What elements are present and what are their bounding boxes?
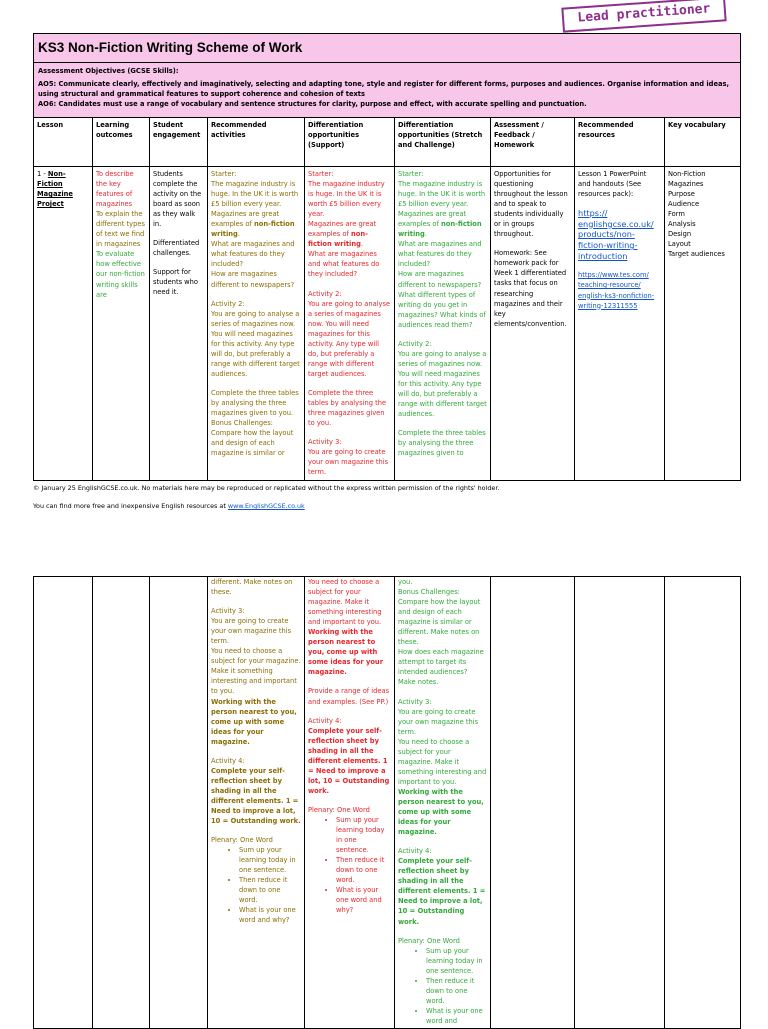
lesson-row-continued [34,577,741,1029]
activities-cell [208,167,305,481]
stretch-bonus-text: Compare how the layout and design of each magazine is similar or different. Make notes on these. [398,598,481,647]
list-item: • Then reduce it down to one word. [426,976,487,1006]
outcomes-cell-continued [93,577,150,1029]
support-a4: Complete your self-reflection sheet by shading in all the different elements. 1 = Need to improve a lot, 10 = Outstanding work. [308,726,390,795]
activities-bonus-text: Compare how the layout and design of each magazine is similar or [211,429,294,458]
activities-a3c: Working with the person nearest to you, come up with some ideas for your magazine. [211,697,297,746]
list-item: • Then reduce it down to one word. [336,855,391,885]
support-a4-heading: Activity 4: [308,716,342,725]
support-a2: You are going to analyse a series of magazines now. You will need magazines for this activity. Any type will do, but preferably a range with different target audiences. [308,299,391,378]
assessment-cell [491,167,575,481]
engagement-1: Students complete the activity on the board as soon as they walk in. [153,170,202,229]
vocab-item: Analysis [668,220,696,229]
outcome-evaluate: To evaluate how effective our non-fiction writing skills are [96,250,145,299]
vocab-item: Design [668,230,692,239]
engagement-2: Differentiated challenges. [153,239,200,258]
resources-cell [575,167,665,481]
activities-plenary: Plenary: One Word [211,836,273,845]
list-item: • Sum up your learning today in one sentence. [336,815,391,855]
vocab-item: Purpose [668,190,695,199]
support-starter: Starter: [308,170,334,178]
resources-cell-continued [575,577,665,1029]
stretch-a2b-cont: you. [398,578,413,586]
stretch-a2: You are going to analyse a series of magazines now. You will need magazines for this activity. Any type will do, but preferably a range with different target audiences. [398,349,487,419]
footer-more [33,502,743,510]
vocab-item: Magazines [668,180,704,189]
activities-a3: You are going to create your own magazine this term. [211,617,292,646]
support-s2: Magazines are great examples of non-fiction writing. [308,220,377,249]
activities-cell-continued [208,577,305,1029]
list-item: • Then reduce it down to one word. [239,875,301,905]
vocab-item: Non-Fiction [668,170,706,178]
activities-bonus: Bonus Challenges: [211,419,273,428]
engagement-3: Support for students who need it. [153,268,198,297]
list-item: • What is your one word and why? [336,885,391,915]
stretch-a2-heading: Activity 2: [398,339,432,348]
activities-a4: Complete your self-reflection sheet by shading in all the different elements. 1 = Need to improve a lot, 10 = Outstanding work. [211,766,301,826]
outcome-explain: To explain the different types of text we find in magazines [96,210,145,249]
activities-a2-heading: Activity 2: [211,299,245,308]
header-stretch: Differentiation opportunities (Stretch and Challenge) [395,118,491,167]
list-item: • What is your one word and [426,1006,487,1026]
activities-a2: You are going to analyse a series of magazines now. You will need magazines for this activity. Any type will do, but preferably a range with different target audiences. [211,309,300,378]
stretch-cell [395,167,491,481]
activities-a2b: Complete the three tables by analysing the three magazines given to you. [211,388,299,418]
vocab-item: Audience [668,200,700,209]
support-a2b: Complete the three tables by analysing the three magazines given to you. [308,388,387,428]
support-a3: You are going to create your own magazine this term. [308,448,389,477]
stretch-s3: What are magazines and what features do they included? [398,240,482,269]
stretch-plenary: Plenary: One Word [398,936,460,945]
support-cell [305,167,395,481]
stretch-a3-heading: Activity 3: [398,697,432,706]
ao-heading: Assessment Objectives (GCSE Skills): [38,67,179,75]
activities-a3b: You need to choose a subject for your magazine. Make it something interesting and important to you. [211,647,301,696]
resources-1: Lesson 1 PowerPoint and handouts (See resources pack): [578,170,647,199]
lesson-cell-continued [34,577,93,1029]
engagement-cell-continued [150,577,208,1029]
lesson-row [34,167,741,481]
footer-more-text: You can find more free and inexpensive English resources at [33,502,228,510]
lesson-number: 1 - [37,170,48,178]
header-lesson: Lesson [34,118,93,167]
assessment-1: Opportunities for questioning throughout the lesson and to speak to students individually or in groups throughout. [494,170,568,239]
vocab-cell [665,167,741,481]
footer-link[interactable]: www.EnglishGCSE.co.uk [227,502,305,510]
activities-s3: What are magazines and what features do they included? [211,240,295,269]
stretch-bonus2: How does each magazine attempt to target its intended audiences? Make notes. [398,648,484,687]
stretch-a4: Complete your self-reflection sheet by shading in all the different elements. 1 = Need to improve a lot, 10 = Outstanding work. [398,857,486,926]
support-a3d: Provide a range of ideas and examples. (See PP.) [308,687,390,706]
header-row [34,118,741,167]
assessment-cell-continued [491,577,575,1029]
support-a3c: Working with the person nearest to you, come up with some ideas for your magazine. [308,628,383,677]
ao5: AO5: Communicate clearly, effectively and imaginatively, selecting and adapting tone, style and register for different forms, purposes and audiences. Organise information and ideas, using structural and grammatical features to support coherence and cohesion of texts [38,80,730,99]
header-outcomes: Learning outcomes [93,118,150,167]
activities-a4-heading: Activity 4: [211,756,245,765]
support-s3: What are magazines and what features do they included? [308,250,380,279]
support-cell-continued [305,577,395,1029]
support-s1: The magazine industry is huge. In the UK it is worth £5 billion every year. [308,180,385,219]
activities-starter: Starter: [211,170,237,178]
outcome-describe: To describe the key features of magazines [96,170,134,209]
lesson-cell [34,167,93,481]
support-a3b: You need to choose a subject for your magazine. Make it something interesting and important to you. [308,578,382,627]
activities-s2: Magazines are great examples of non-fiction writing. [211,210,295,239]
activities-plenary-list [211,845,301,925]
engagement-cell [150,167,208,481]
stretch-a3c: Working with the person nearest to you, come up with some ideas for your magazine. [398,787,484,837]
footer-copyright: © January 25 EnglishGCSE.co.uk. No materials here may be reproduced or replicated without the express written permission of the rights' holder. [33,484,500,492]
lesson-name: Non-Fiction Magazine Project [37,170,73,209]
assessment-objectives [34,63,741,118]
list-item: • Sum up your learning today in one sentence. [426,946,487,976]
header-engagement: Student engagement [150,118,208,167]
header-assessment: Assessment / Feedback / Homework [491,118,575,167]
header-resources: Recommended resources [575,118,665,167]
stretch-s2: Magazines are great examples of non-fiction writing. [398,210,482,239]
vocab-item: Target audiences [668,250,725,259]
vocab-item: Form [668,210,685,219]
assessment-2: Homework: See homework pack for Week 1 differentiated tasks that focus on researching magazines and their key elements/convention. [494,249,567,328]
stretch-a2b: Complete the three tables by analysing the three magazines given to [398,429,486,458]
resources-link-1[interactable]: https:// englishgcse.co.uk/ products/non-fiction-writing-introduction [578,208,654,261]
activities-bonus-text-cont: different. Make notes on these. [211,578,293,597]
vocab-item: Layout [668,240,691,249]
activities-s1: The magazine industry is huge. In the UK it is worth £5 billion every year. [211,180,299,209]
activities-s4: How are magazines different to newspapers? [211,270,295,289]
stretch-a3: You are going to create your own magazine this term. [398,707,479,736]
stretch-bonus: Bonus Challenges: [398,588,460,597]
activities-a3-heading: Activity 3: [211,607,245,616]
vocab-cell-continued [665,577,741,1029]
support-a2-heading: Activity 2: [308,289,342,298]
support-plenary: Plenary: One Word [308,805,370,814]
list-item: • What is your one word and why? [239,905,301,925]
stretch-starter: Starter: [398,170,424,178]
list-item: • Sum up your learning today in one sentence. [239,845,301,875]
support-plenary-list [308,815,391,915]
page-title: KS3 Non-Fiction Writing Scheme of Work [38,39,303,55]
stretch-plenary-list [398,946,487,1026]
header-vocab: Key vocabulary [665,118,741,167]
header-activities: Recommended activities [208,118,305,167]
stretch-a4-heading: Activity 4: [398,847,432,856]
stretch-cell-continued [395,577,491,1029]
header-support: Differentiation opportunities (Support) [305,118,395,167]
logo-badge: Lead practitioner [561,0,726,33]
stretch-s4: How are magazines different to newspapers? What different types of writing do you get in magazines? What kinds of audiences read them? [398,270,486,329]
ao6: AO6: Candidates must use a range of vocabulary and sentence structures for clarity, purpose and effect, with accurate spelling and punctuation. [38,100,587,109]
scheme-table-page-2 [33,576,741,1029]
scheme-table-page-1 [33,33,741,481]
resources-link-2[interactable]: https://www.tes.com/ teaching-resource/ english-ks3-nonfiction-writing-12311555 [578,271,655,310]
support-a3-heading: Activity 3: [308,438,342,447]
outcomes-cell [93,167,150,481]
stretch-a3b: You need to choose a subject for your magazine. Make it something interesting and important to you. [398,737,487,786]
stretch-s1: The magazine industry is huge. In the UK it is worth £5 billion every year. [398,180,486,209]
title-cell [34,34,741,63]
